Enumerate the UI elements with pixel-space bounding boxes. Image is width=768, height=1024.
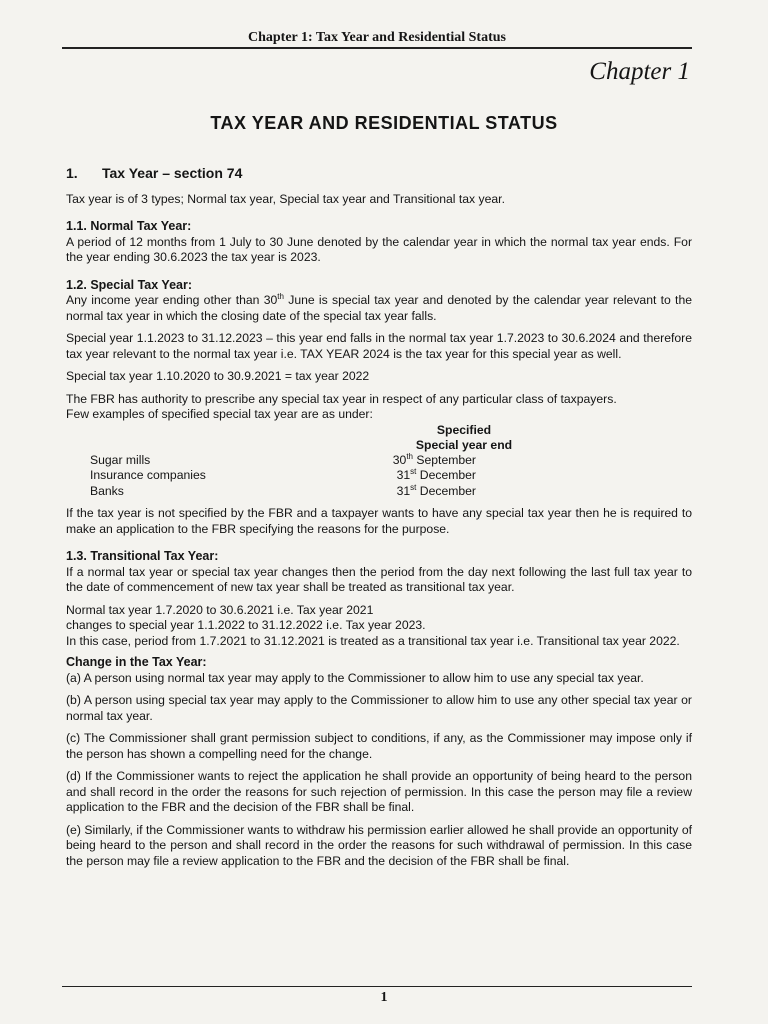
- section-title: Tax Year – section 74: [102, 165, 243, 181]
- special-paragraph-2: Special year 1.1.2023 to 31.12.2023 – this year end falls in the normal tax year 1.7.2023 to 30.6.2024 and therefore tax year relevant to the normal tax year i.e. TAX YEAR 2024 is the tax year for this special year as well.: [66, 331, 692, 361]
- change-item-e: (e) Similarly, if the Commissioner wants to withdraw his permission earlier allowed he shall provide an opportunity of being heard to the person and shall record in the order the reasons for such withdrawal of permission. In this case the person may file a review application to the FBR and the decision of the FBR shall be final.: [66, 822, 692, 868]
- section-heading: [66, 166, 692, 182]
- special-paragraph-4: The FBR has authority to prescribe any special tax year in respect of any particular class of taxpayers. Few examples of specified special tax year are as under:: [66, 391, 617, 421]
- change-item-d: (d) If the Commissioner wants to reject the application he shall provide an opportunity of being heard to the person and shall record in the order the reasons for such rejection of permission. In this case the person may file a review application to the FBR and the decision of the FBR shall be final.: [66, 769, 692, 814]
- body-text: [66, 166, 692, 876]
- page-title: TAX YEAR AND RESIDENTIAL STATUS: [210, 113, 558, 133]
- table-row: Insurance companies 31st December: [90, 466, 476, 482]
- chapter-label: Chapter 1: [589, 58, 690, 85]
- section-number: 1.: [66, 165, 78, 181]
- change-item-b: (b) A person using special tax year may apply to the Commissioner to allow him to use any other special tax year or normal tax year.: [66, 693, 692, 723]
- change-heading: Change in the Tax Year:: [66, 655, 207, 669]
- normal-tax-year-heading: 1.1. Normal Tax Year:: [66, 219, 192, 233]
- special-tax-year-heading: 1.2. Special Tax Year:: [66, 277, 193, 292]
- table-row: Banks 31st December: [90, 482, 476, 498]
- running-header: Chapter 1: Tax Year and Residential Status: [247, 30, 506, 45]
- normal-tax-year-paragraph: A period of 12 months from 1 July to 30 June denoted by the calendar year in which the normal tax year ends. For the year ending 30.6.2023 the tax year is 2023.: [66, 234, 692, 264]
- page-number: 1: [380, 990, 388, 1005]
- change-item-a: (a) A person using normal tax year may apply to the Commissioner to allow him to use any special tax year.: [66, 670, 644, 685]
- table-header: Specified Special year end: [415, 422, 513, 452]
- footer-rule: [62, 986, 692, 987]
- special-paragraph-5: If the tax year is not specified by the FBR and a taxpayer wants to have any special tax year then he is required to make an application to the FBR specifying the reasons for the purpose.: [66, 506, 692, 536]
- special-year-table: [66, 453, 692, 500]
- intro-paragraph: Tax year is of 3 types; Normal tax year, Special tax year and Transitional tax year.: [66, 191, 505, 206]
- transitional-example: Normal tax year 1.7.2020 to 30.6.2021 i.e. Tax year 2021 changes to special year 1.1.2022 to 31.12.2022 i.e. Tax year 2023. In this case, period from 1.7.2021 to 31.12.2021 is treated as a transitional tax year i.e. Transitional tax year 2022.: [66, 602, 680, 648]
- header-rule: [62, 47, 692, 49]
- transitional-paragraph: If a normal tax year or special tax year changes then the period from the day next following the last full tax year to the date of commencement of new tax year shall be treated as transitional tax year.: [66, 564, 692, 594]
- special-paragraph-3: Special tax year 1.10.2020 to 30.9.2021 = tax year 2022: [66, 369, 370, 383]
- change-item-c: (c) The Commissioner shall grant permission subject to conditions, if any, as the Commissioner may impose only if the person has shown a compelling need for the change.: [66, 731, 692, 761]
- table-row: Sugar mills 30th September: [90, 451, 476, 467]
- transitional-tax-year-heading: 1.3. Transitional Tax Year:: [66, 549, 219, 563]
- special-paragraph-1: Any income year ending other than 30th June is special tax year and denoted by the calendar year relevant to the normal tax year in which the closing date of the special tax year falls.: [66, 291, 692, 323]
